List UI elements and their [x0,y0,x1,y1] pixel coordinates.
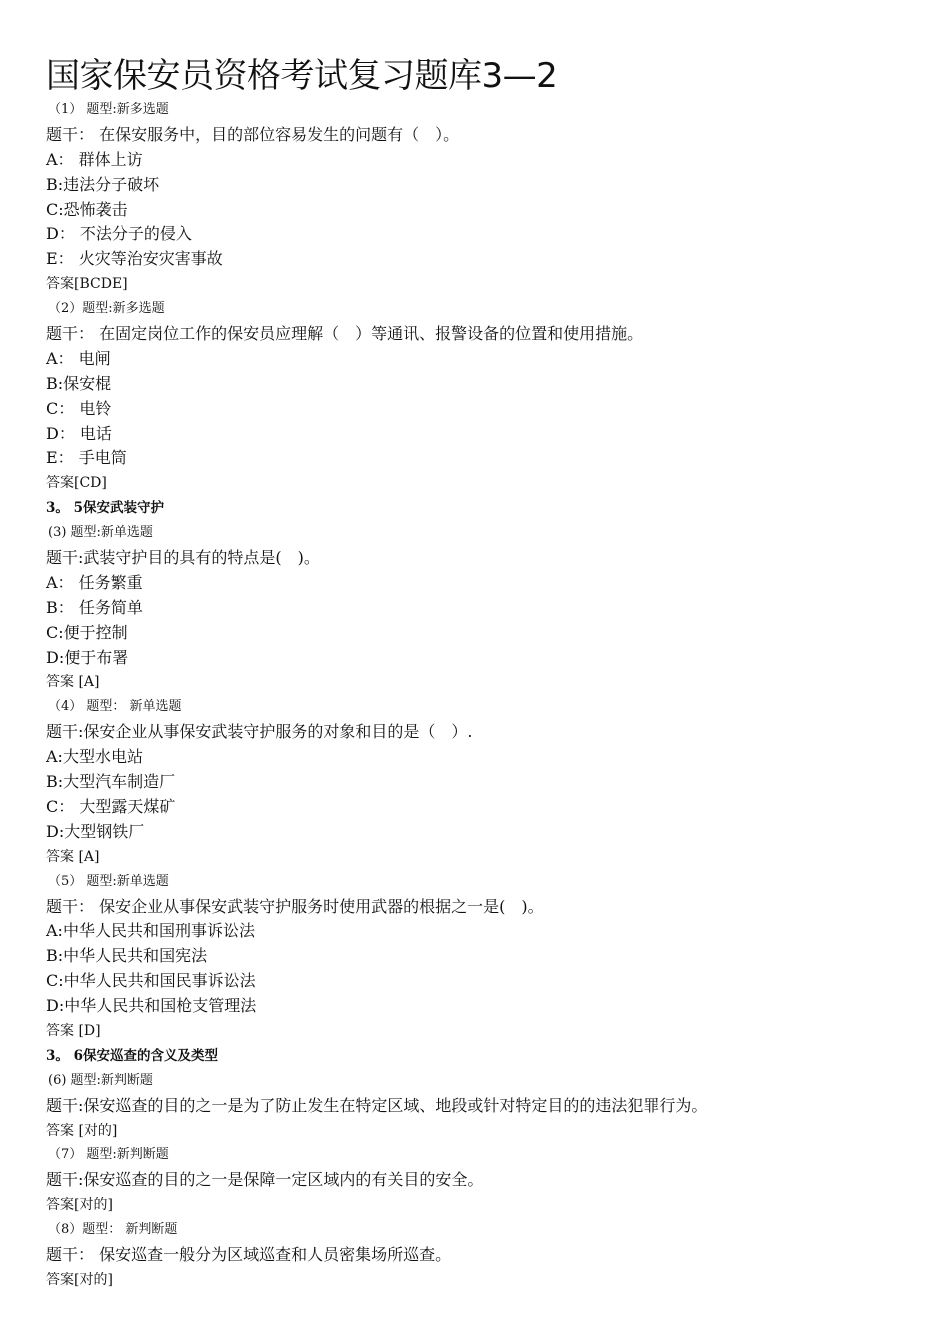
answer-option: D:大型钢铁厂 [46,821,145,841]
question-list [46,98,926,1293]
answer-option: A:大型水电站 [46,747,143,767]
answer-option: D:中华人民共和国枪支管理法 [46,996,257,1016]
question-stem: 题干： 在固定岗位工作的保安员应理解（ ）等通讯、报警设备的位置和使用措施。 [46,324,644,344]
answer-key: 答案 [D] [46,1022,101,1039]
answer-option: A： 电闸 [46,348,111,368]
answer-option: E： 手电筒 [46,448,127,468]
question-type: （1） 题型:新多选题 [48,102,169,117]
answer-option: B:保安棍 [46,373,112,393]
question-stem: 题干:保安巡查的目的之一是为了防止发生在特定区域、地段或针对特定目的的违法犯罪行为。 [46,1095,708,1115]
answer-option: B： 任务简单 [46,597,143,617]
question-type: （4） 题型： 新单选题 [48,699,182,715]
answer-option: A： 群体上访 [46,149,143,169]
document-title: 国家保安员资格考试复习题库3—2 [46,56,558,96]
answer-option: D:便于布署 [46,647,129,667]
question-stem: 题干:保安企业从事保安武装守护服务的对象和目的是（ ）. [46,722,473,742]
answer-option: C:便于控制 [46,622,128,642]
section-heading: 3。 6保安巡查的含义及类型 [46,1047,218,1064]
answer-key: 答案[对的] [46,1271,113,1288]
answer-option: C:中华人民共和国民事诉讼法 [46,971,256,991]
section-heading: 3。 5保安武装守护 [46,500,164,517]
question-type: （2）题型:新多选题 [48,301,165,317]
question-type: （7） 题型:新判断题 [48,1147,169,1163]
answer-key: 答案[CD] [46,475,107,492]
answer-option: E： 火灾等治安灾害事故 [46,249,223,269]
answer-option: B:大型汽车制造厂 [46,772,176,792]
answer-key: 答案 [对的] [46,1122,118,1139]
question-type: (6) 题型:新判断题 [48,1072,153,1088]
question-stem: 题干:保安巡查的目的之一是保障一定区域内的有关目的安全。 [46,1170,484,1190]
answer-option: C:恐怖袭击 [46,199,128,219]
question-type: （5） 题型:新单选题 [48,873,169,889]
answer-key: 答案 [A] [46,674,100,691]
answer-option: C： 电铃 [46,398,112,418]
answer-option: A:中华人民共和国刑事诉讼法 [46,921,255,941]
question-stem: 题干： 保安巡查一般分为区域巡查和人员密集场所巡查。 [46,1244,452,1264]
question-type: （8）题型： 新判断题 [48,1222,178,1238]
answer-option: B:违法分子破坏 [46,174,160,194]
answer-option: D： 电话 [46,423,112,443]
answer-option: C： 大型露天煤矿 [46,796,176,816]
answer-option: A： 任务繁重 [46,572,143,592]
answer-option: D： 不法分子的侵入 [46,224,192,244]
answer-key: 答案 [A] [46,848,100,865]
question-stem: 题干： 在保安服务中，目的部位容易发生的问题有（ ）。 [46,124,460,144]
question-stem: 题干： 保安企业从事保安武装守护服务时使用武器的根据之一是( )。 [46,896,544,916]
question-stem: 题干:武装守护目的具有的特点是( )。 [46,548,320,568]
answer-key: 答案[BCDE] [46,276,128,293]
answer-key: 答案[对的] [46,1197,113,1214]
answer-option: B:中华人民共和国宪法 [46,946,208,966]
question-type: (3) 题型:新单选题 [48,525,153,541]
